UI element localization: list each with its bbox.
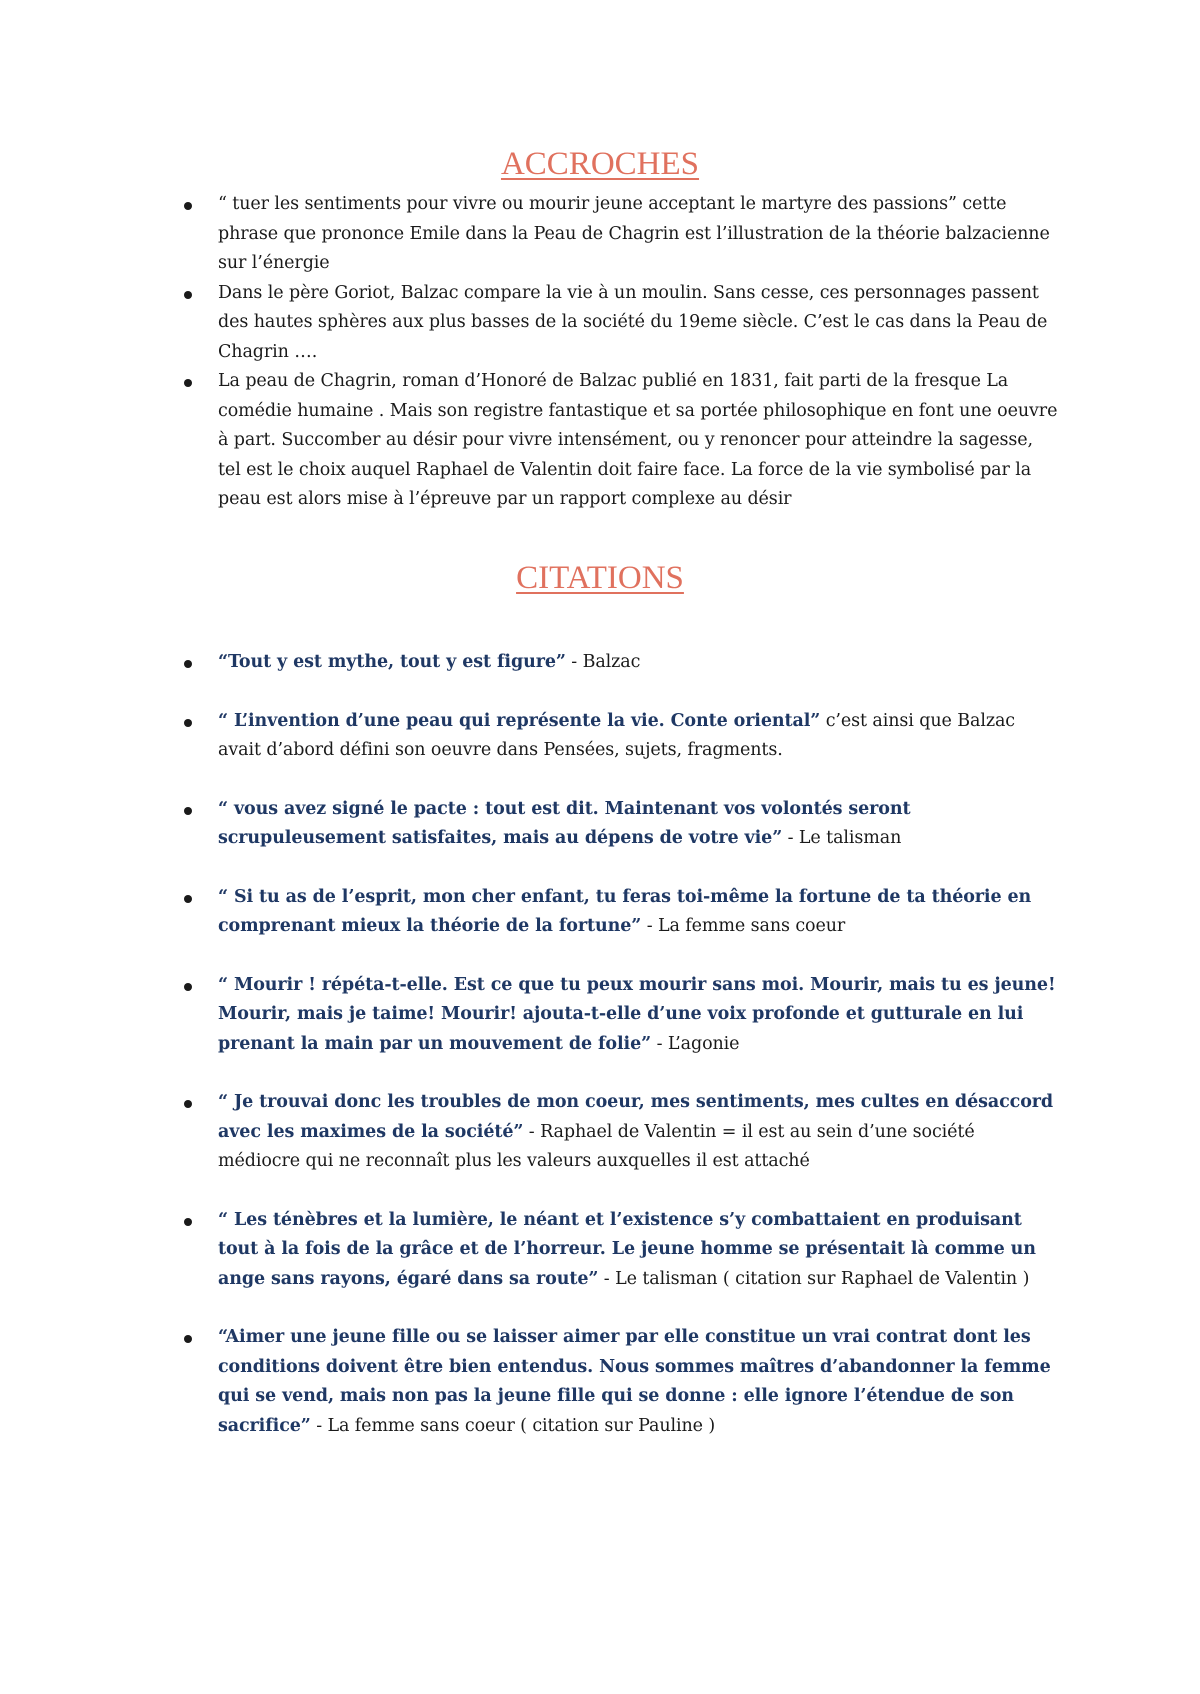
citation-source: - L’agonie [651, 1033, 740, 1054]
accroche-text: La peau de Chagrin, roman d’Honoré de Balzac publié en 1831, fait parti de la fresque La comédie humaine . Mais son registre fantastique et sa portée philosophique en font une oeuvre à part. Succomber au désir pour vivre intensément, ou y renoncer pour atteindre la sagesse, tel est le choix auquel Raphael de Valentin doit faire face. La force de la vie symbolisé par la peau est alors mise à l’épreuve par un rapport complexe au désir [218, 371, 1058, 509]
bullet-icon [184, 983, 192, 991]
citation-source: - Balzac [565, 652, 641, 672]
list-item [0, 648, 1200, 678]
list-item [0, 367, 1200, 515]
bullet-icon [184, 719, 192, 727]
citation-quote: “Aimer une jeune fille ou se laisser aimer par elle constitue un vrai contrat dont les conditions doivent être bien entendus. Nous sommes maîtres d’abandonner la femme qui se vend, mais non pas la jeune fille qui se donne : elle ignore l’étendue de son sacrifice” [218, 1327, 1051, 1436]
bullet-icon [184, 660, 192, 668]
bullet-icon [184, 895, 192, 903]
list-item [0, 190, 1200, 279]
citation-quote: “ Les ténèbres et la lumière, le néant et l’existence s’y combattaient en produisant tout à la fois de la grâce et de l’horreur. Le jeune homme se présentait là comme un ange sans rayons, égaré dans sa route” [218, 1209, 1036, 1289]
list-item [0, 1206, 1200, 1295]
citation-source: - Le talisman [782, 828, 902, 848]
list-item [0, 707, 1200, 766]
citation-quote: “ vous avez signé le pacte : tout est dit. Maintenant vos volontés seront scrupuleusement satisfaites, mais au dépens de votre vie” [218, 798, 911, 848]
citation-source: - La femme sans coeur [641, 916, 846, 936]
citation-quote: “ L’invention d’une peau qui représente la vie. Conte oriental” [218, 710, 821, 731]
citation-quote: “ Je trouvai donc les troubles de mon coeur, mes sentiments, mes cultes en désaccord avec les maximes de la société” [218, 1092, 1054, 1142]
bullet-icon [184, 202, 192, 210]
bullet-icon [184, 1335, 192, 1343]
list-item [0, 279, 1200, 368]
citation-source: - La femme sans coeur ( citation sur Pauline ) [310, 1415, 716, 1436]
accroche-text: Dans le père Goriot, Balzac compare la vie à un moulin. Sans cesse, ces personnages passent des hautes sphères aux plus basses de la société du 19eme siècle. C’est le cas dans la Peau de Chagrin …. [218, 282, 1048, 362]
citations-heading: CITATIONS [516, 560, 684, 596]
list-item [0, 883, 1200, 942]
bullet-icon [184, 807, 192, 815]
accroches-list [0, 190, 1200, 515]
bullet-icon [184, 379, 192, 387]
citation-source: - Raphael de Valentin = il est au sein d’une société médiocre qui ne reconnaît plus les valeurs auxquelles il est attaché [218, 1121, 975, 1171]
citation-source: - Le talisman ( citation sur Raphael de Valentin ) [598, 1268, 1030, 1289]
accroche-text: “ tuer les sentiments pour vivre ou mourir jeune acceptant le martyre des passions” cette phrase que prononce Emile dans la Peau de Chagrin est l’illustration de la théorie balzacienne sur l’énergie [218, 194, 1050, 273]
citation-source: c’est ainsi que Balzac avait d’abord défini son oeuvre dans Pensées, sujets, fragments. [218, 710, 1016, 760]
list-item [0, 1088, 1200, 1177]
citation-quote: “ Mourir ! répéta-t-elle. Est ce que tu peux mourir sans moi. Mourir, mais tu es jeune! Mourir, mais je taime! Mourir! ajouta-t-elle d’une voix profonde et gutturale en lui prenant la main par un mouvement de folie” [218, 974, 1056, 1054]
bullet-icon [184, 1100, 192, 1108]
bullet-icon [184, 291, 192, 299]
citation-quote: “ Si tu as de l’esprit, mon cher enfant, tu feras toi-même la fortune de ta théorie en comprenant mieux la théorie de la fortune” [218, 886, 1032, 936]
citations-list [0, 648, 1200, 1470]
accroches-heading: ACCROCHES [500, 146, 700, 182]
list-item [0, 1323, 1200, 1441]
list-item [0, 971, 1200, 1060]
bullet-icon [184, 1218, 192, 1226]
list-item [0, 795, 1200, 854]
citation-quote: “Tout y est mythe, tout y est figure” [218, 652, 566, 672]
